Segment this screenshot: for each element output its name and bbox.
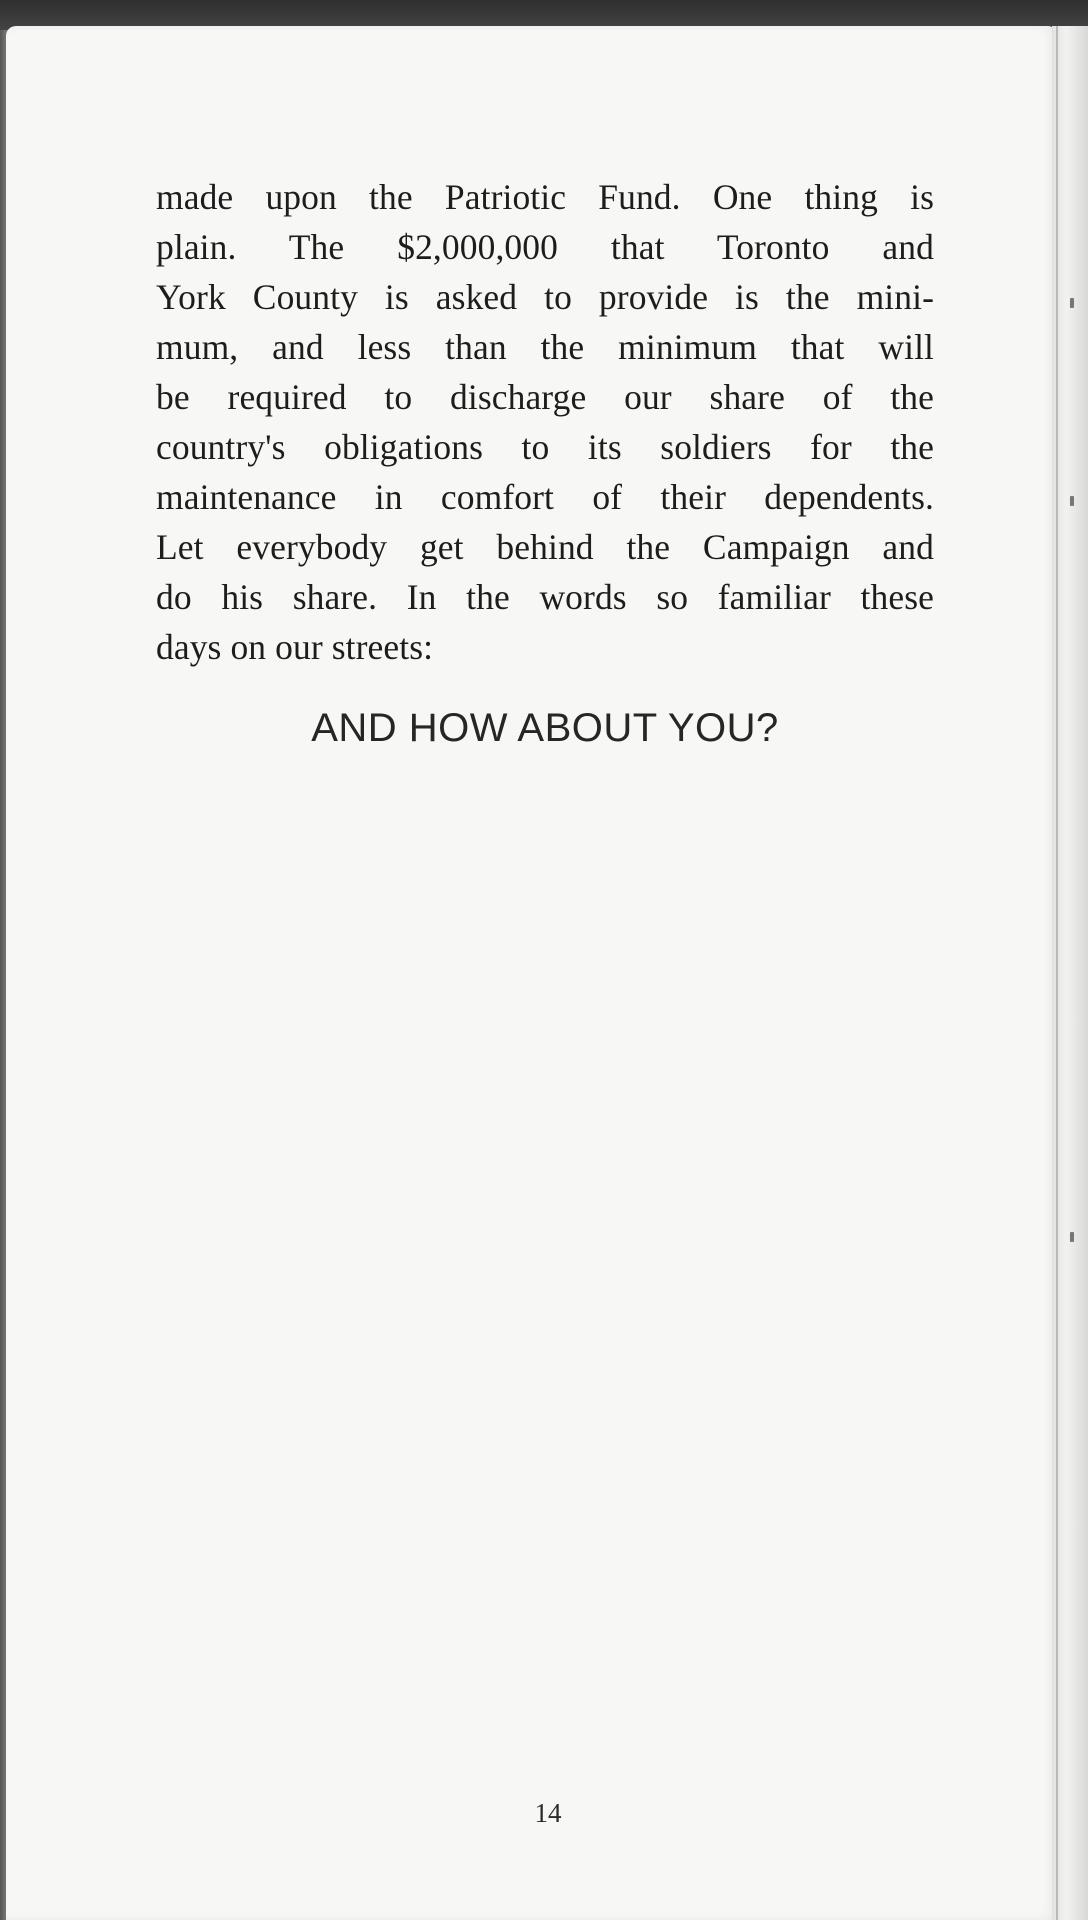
gutter-mark: [1070, 1232, 1074, 1242]
page-number: 14: [534, 1798, 562, 1828]
gutter-mark: [1070, 496, 1074, 506]
gutter-mark: [1070, 298, 1074, 308]
text-line: country's obligations to its soldiers for the: [156, 427, 934, 467]
text-line: mum, and less than the minimum that will: [156, 327, 934, 367]
text-line: plain. The $2,000,000 that Toronto and: [156, 227, 934, 267]
text-line: maintenance in comfort of their dependents.: [156, 477, 934, 517]
body-paragraph: [156, 172, 934, 672]
page-fold: [1056, 26, 1058, 1920]
text-line: be required to discharge our share of the: [156, 377, 934, 417]
text-line: Let everybody get behind the Campaign and: [156, 527, 934, 567]
text-line: do his share. In the words so familiar these: [156, 577, 934, 617]
text-line: York County is asked to provide is the mini-: [156, 277, 934, 317]
text-line: made upon the Patriotic Fund. One thing is: [156, 177, 934, 217]
text-line: days on our streets:: [156, 627, 434, 667]
page-gutter: [1052, 26, 1088, 1920]
closing-heading: AND HOW ABOUT YOU?: [311, 706, 779, 750]
